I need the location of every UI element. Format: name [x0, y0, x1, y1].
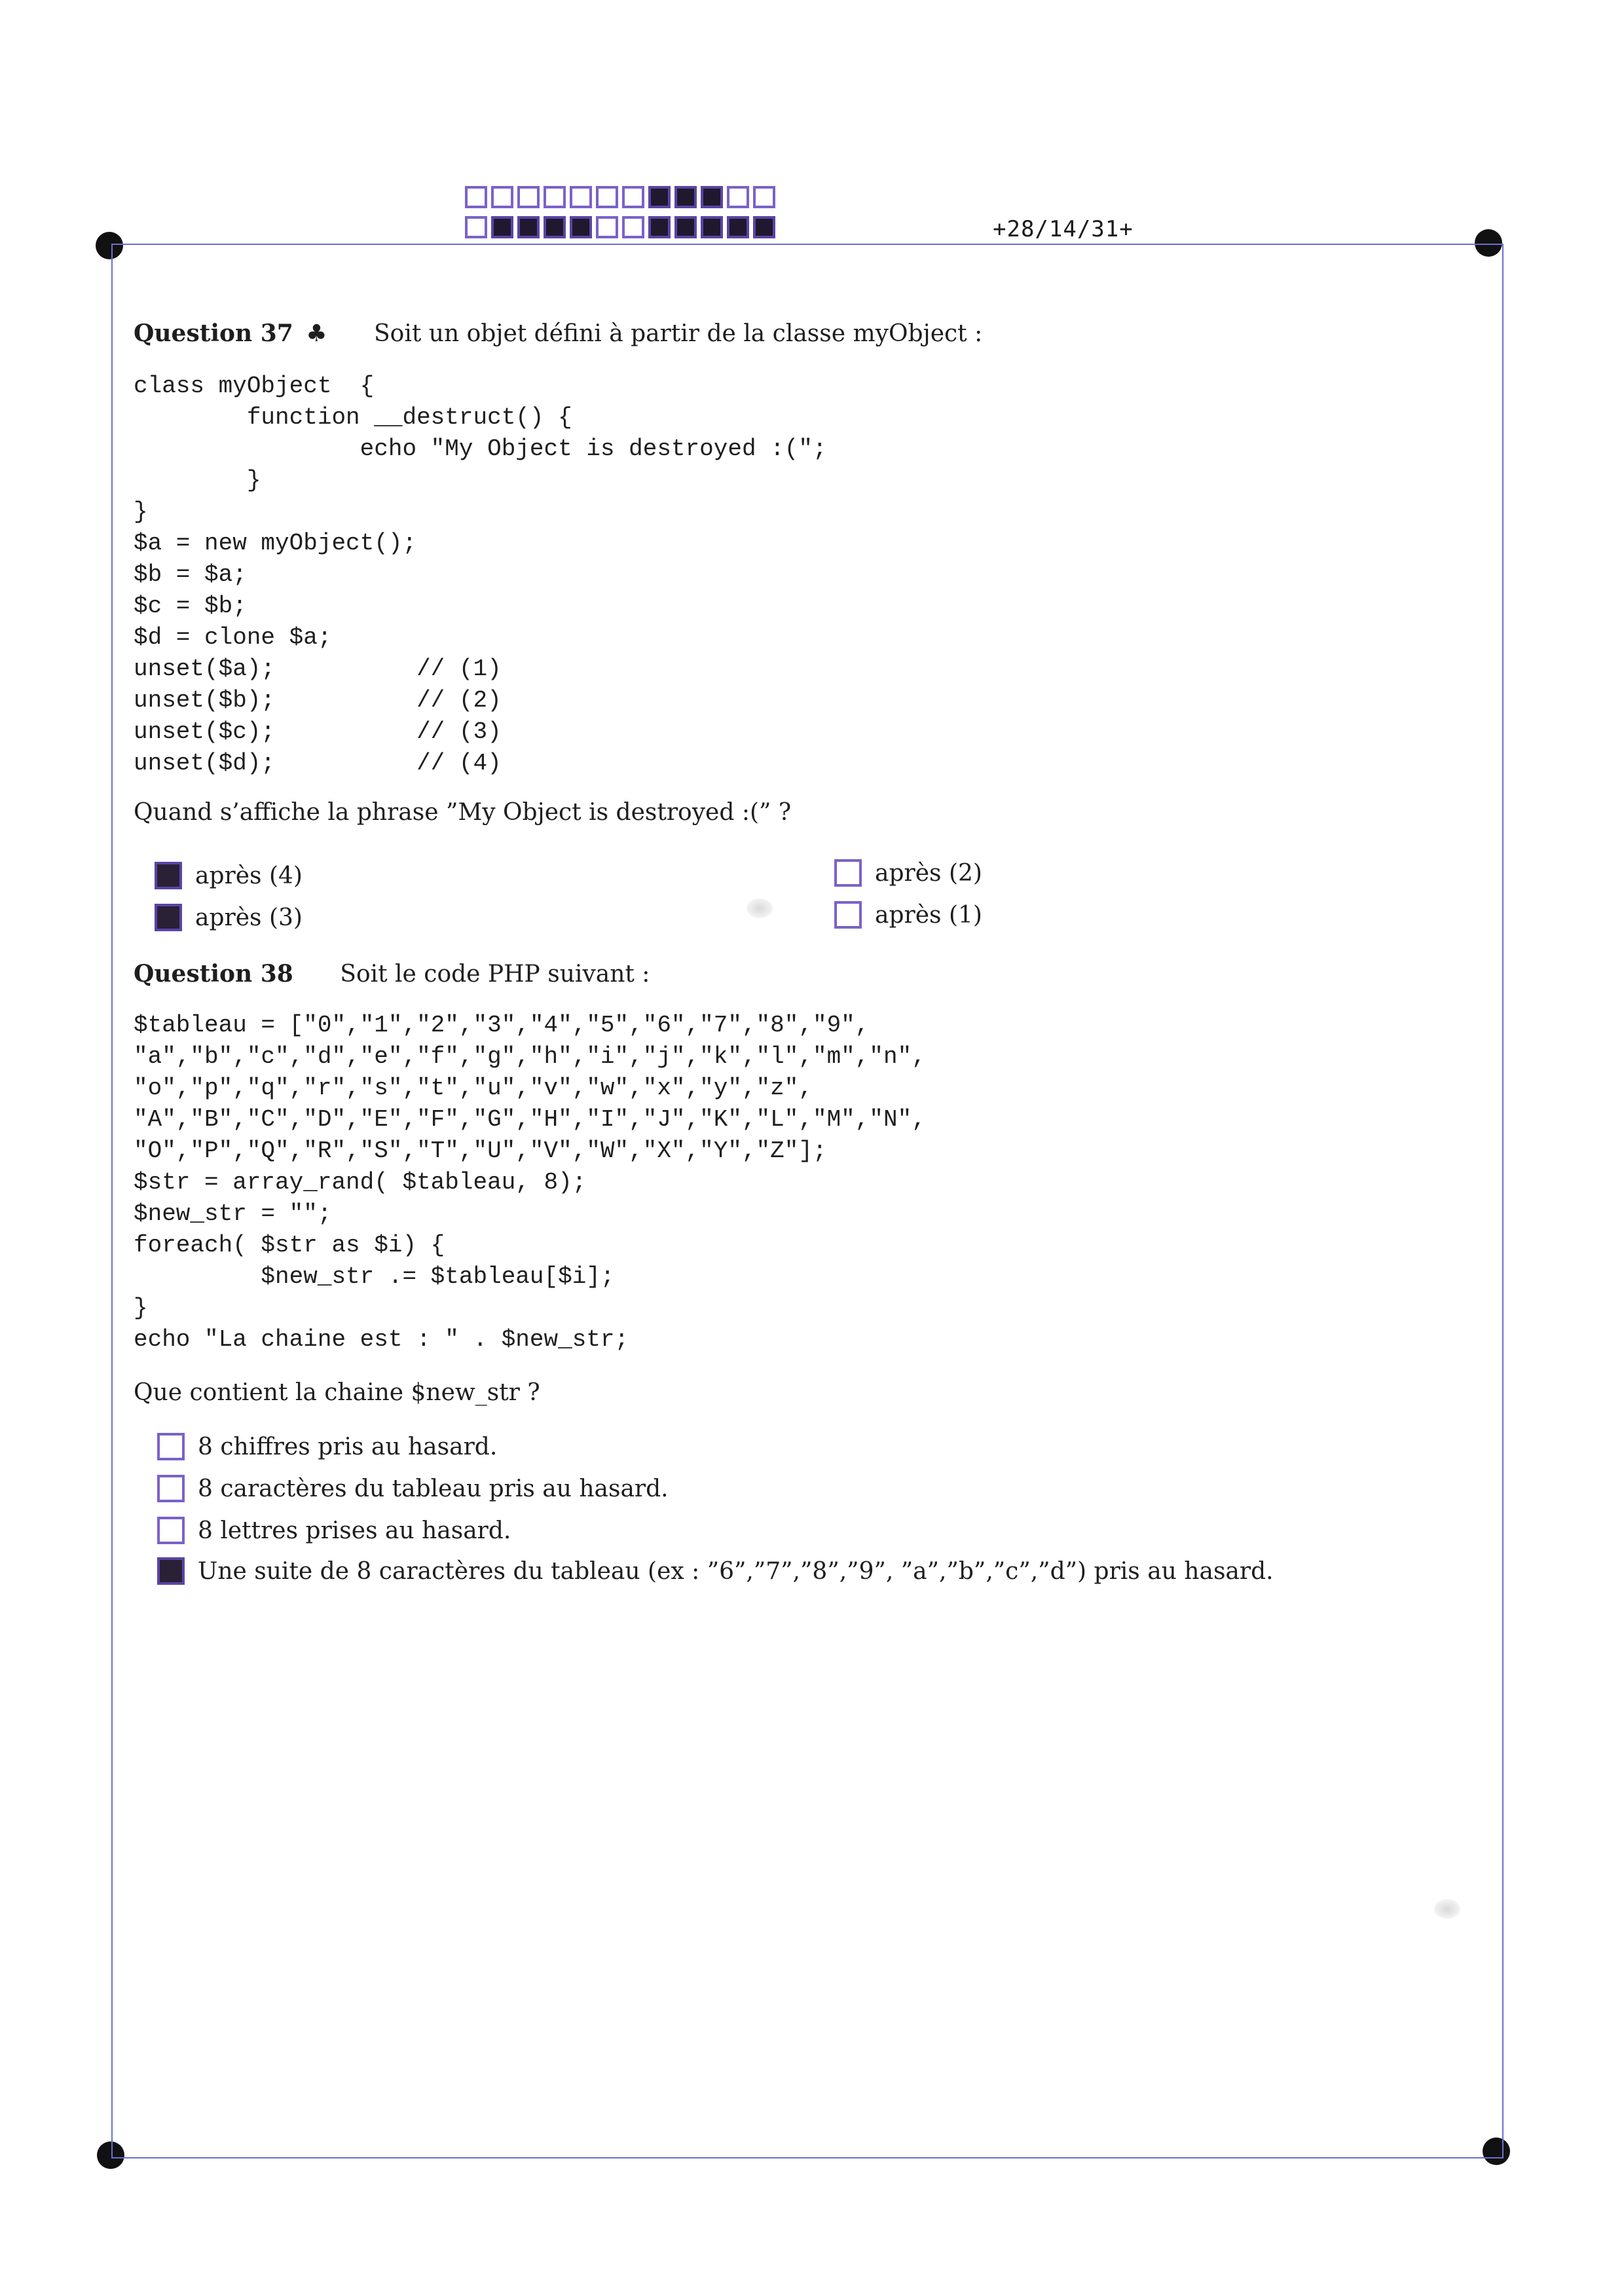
row2-cell-10	[727, 216, 749, 238]
q38-option-3[interactable]	[157, 1517, 511, 1544]
q38-option-3-label: 8 lettres prises au hasard.	[198, 1517, 511, 1544]
row1-cell-6	[622, 186, 644, 208]
row1-cell-5	[596, 186, 618, 208]
row1-cell-0	[465, 186, 487, 208]
q37-option-4-label: après (1)	[875, 901, 982, 929]
question-38-code: $tableau = ["0","1","2","3","4","5","6","7","8","9", "a","b","c","d","e","f","g","h","i","j","k","l","m","n", "o","p","q","r","s","t","u","v","w","x","y","z", "A","B","C","D","E","F","G","H","I","J","K","L","M","N", "O","P","Q","R","S","T","U","V","W","X","Y","Z"]; $str = array_rand( $tableau, 8); $new_str = ""; foreach( $str as $i) { $new_str .= $tableau[$i]; } echo "La chaine est : " . $new_str;	[134, 1012, 926, 1353]
row2-cell-7	[648, 216, 671, 238]
scan-smudge-2	[1434, 1899, 1460, 1919]
q38-option-1[interactable]	[157, 1433, 497, 1460]
question-37-code: class myObject { function __destruct() { echo "My Object is destroyed :("; } } $a = new myObject(); $b = $a; $c = $b; $d = clone $a; unset($a); // (1) unset($b); // (2) unset($c); // (3) unset($d); // (4)	[134, 373, 827, 777]
q38-checkbox-4[interactable]	[157, 1557, 185, 1585]
scan-smudge	[747, 898, 773, 918]
q37-option-1-label: après (4)	[195, 862, 303, 889]
q37-checkbox-2[interactable]	[155, 904, 182, 931]
question-37-header	[134, 320, 982, 347]
row1-cell-7	[648, 186, 671, 208]
question-38-text: Soit le code PHP suivant :	[340, 961, 650, 988]
q38-checkbox-3[interactable]	[157, 1517, 185, 1544]
row2-cell-8	[674, 216, 697, 238]
row1-cell-1	[491, 186, 513, 208]
q38-option-2-label: 8 caractères du tableau pris au hasard.	[198, 1475, 669, 1502]
row1-cell-11	[753, 186, 775, 208]
q37-option-3-label: après (2)	[875, 859, 982, 887]
row2-cell-0	[465, 216, 487, 238]
q37-option-2-label: après (3)	[195, 904, 303, 931]
row2-cell-1	[491, 216, 513, 238]
q38-option-4-label: Une suite de 8 caractères du tableau (ex : ”6”,”7”,”8”,”9”, ”a”,”b”,”c”,”d”) pris au hasard.	[198, 1557, 1274, 1585]
q37-checkbox-1[interactable]	[155, 862, 182, 889]
q37-checkbox-3[interactable]	[834, 859, 862, 887]
id-marker-row-1	[465, 186, 775, 208]
q37-option-4[interactable]	[834, 901, 982, 929]
question-38-label: Question 38	[134, 960, 293, 988]
row2-cell-2	[517, 216, 540, 238]
club-icon: ♣	[306, 320, 327, 347]
row2-cell-3	[544, 216, 566, 238]
row1-cell-2	[517, 186, 540, 208]
question-38-prompt: Que contient la chaine $new_str ?	[134, 1379, 540, 1406]
question-37-prompt: Quand s’affiche la phrase ”My Object is destroyed :(” ?	[134, 799, 792, 826]
row2-cell-6	[622, 216, 644, 238]
q37-option-3[interactable]	[834, 859, 982, 887]
row1-cell-8	[674, 186, 697, 208]
row2-cell-4	[570, 216, 592, 238]
row2-cell-11	[753, 216, 775, 238]
row1-cell-9	[701, 186, 723, 208]
q38-checkbox-1[interactable]	[157, 1433, 185, 1460]
question-37-label: Question 37	[134, 320, 293, 347]
question-37-text: Soit un objet défini à partir de la classe myObject :	[374, 320, 983, 347]
q38-checkbox-2[interactable]	[157, 1475, 185, 1502]
row1-cell-10	[727, 186, 749, 208]
q38-option-4[interactable]	[157, 1557, 1274, 1585]
q37-checkbox-4[interactable]	[834, 901, 862, 929]
id-marker-row-2	[465, 216, 775, 238]
row2-cell-5	[596, 216, 618, 238]
row1-cell-3	[544, 186, 566, 208]
q38-option-1-label: 8 chiffres pris au hasard.	[198, 1433, 498, 1460]
page-code: +28/14/31+	[993, 216, 1134, 242]
question-38-header	[134, 960, 650, 988]
row1-cell-4	[570, 186, 592, 208]
row2-cell-9	[701, 216, 723, 238]
q37-option-2[interactable]	[155, 904, 303, 931]
q37-option-1[interactable]	[155, 862, 303, 889]
q38-option-2[interactable]	[157, 1475, 669, 1502]
